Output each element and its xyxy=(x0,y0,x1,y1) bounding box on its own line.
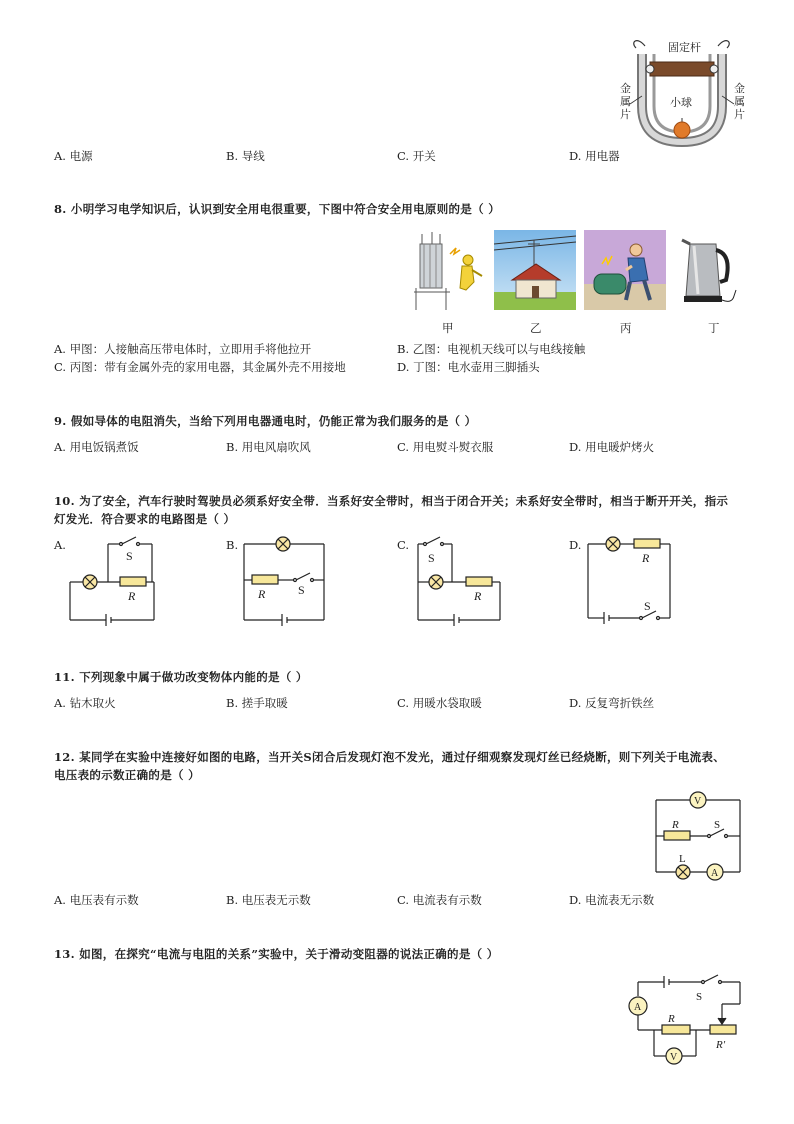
q10-circuit-a[interactable] xyxy=(66,530,162,626)
q7-option-b[interactable]: B. 导线 xyxy=(226,149,265,163)
switch-label: S xyxy=(696,991,703,1003)
q13-circuit-figure xyxy=(624,968,748,1072)
svg-text:属: 属 xyxy=(620,96,631,108)
q12-option-c[interactable]: C. 电流表有示数 xyxy=(397,893,482,907)
q11-option-b[interactable]: B. 搓手取暖 xyxy=(226,696,288,710)
q8-option-a[interactable]: A. 甲图：人接触高压带电体时，立即用手将他拉开 xyxy=(54,342,312,356)
q9-option-c[interactable]: C. 用电熨斗熨衣服 xyxy=(397,440,494,454)
q7-option-d[interactable]: D. 用电器 xyxy=(569,149,620,163)
resistor-r-label: R xyxy=(128,589,136,603)
q9-option-d[interactable]: D. 用电暖炉烤火 xyxy=(569,440,655,454)
q11-option-a[interactable]: A. 钻木取火 xyxy=(54,696,116,710)
svg-text:R: R xyxy=(642,551,650,565)
q10-option-c-label[interactable]: C. xyxy=(397,538,410,552)
caption-bing: 丙 xyxy=(620,321,632,335)
q11-option-c[interactable]: C. 用暖水袋取暖 xyxy=(397,696,482,710)
voltmeter-label: V xyxy=(694,796,702,807)
svg-text:片: 片 xyxy=(620,109,631,121)
q10-circuit-d[interactable] xyxy=(582,530,678,626)
q10-stem-line1: 10. 为了安全，汽车行驶时驾驶员必须系好安全带．当系好安全带时，相当于闭合开关；未系好安全带时，相当于断开开关，指示 xyxy=(54,494,729,508)
q8-option-d[interactable]: D. 丁图：电水壶用三脚插头 xyxy=(397,360,540,374)
ammeter-label: A xyxy=(634,1002,642,1013)
q11-stem: 11. 下列现象中属于做功改变物体内能的是（ ） xyxy=(54,670,308,684)
q12-stem-line1: 12. 某同学在实验中连接好如图的电路，当开关S闭合后发现灯泡不发光，通过仔细观察发现灯丝已经烧断，则下列关于电流表、 xyxy=(54,750,726,764)
q12-circuit-figure xyxy=(650,790,746,886)
svg-text:属: 属 xyxy=(734,96,745,108)
high-voltage-image xyxy=(410,230,485,310)
resistor-label: R xyxy=(672,819,679,831)
q8-stem: 8. 小明学习电学知识后，认识到安全用电很重要，下图中符合安全用电原则的是（ ） xyxy=(54,202,501,216)
svg-text:S: S xyxy=(428,551,435,565)
q11-option-d[interactable]: D. 反复弯折铁丝 xyxy=(569,696,655,710)
svg-text:金: 金 xyxy=(734,83,745,95)
q7-option-c[interactable]: C. 开关 xyxy=(397,149,436,163)
lamp-label: L xyxy=(679,853,686,865)
q12-stem-line2: 电压表的示数正确的是（ ） xyxy=(54,768,200,782)
q12-option-d[interactable]: D. 电流表无示数 xyxy=(569,893,655,907)
caption-yi: 乙 xyxy=(530,321,542,335)
switch-label: S xyxy=(714,819,721,831)
switch-s-label: S xyxy=(126,549,133,563)
q8-option-b[interactable]: B. 乙图：电视机天线可以与电线接触 xyxy=(397,342,586,356)
q10-stem-line2: 灯发光．符合要求的电路图是（ ） xyxy=(54,512,236,526)
svg-text:片: 片 xyxy=(734,109,745,121)
q9-option-a[interactable]: A. 用电饭锅煮饭 xyxy=(54,440,139,454)
svg-text:S: S xyxy=(644,599,651,613)
q7-option-a[interactable]: A. 电源 xyxy=(54,149,93,163)
electric-kettle-image xyxy=(676,234,742,310)
svg-text:S: S xyxy=(298,583,305,597)
q10-option-a-label[interactable]: A. xyxy=(54,538,66,552)
caption-jia: 甲 xyxy=(442,321,454,335)
rheostat-label: R′ xyxy=(716,1039,726,1051)
caption-ding: 丁 xyxy=(708,321,720,335)
ammeter-label: A xyxy=(711,868,719,879)
q8-option-c[interactable]: C. 丙图：带有金属外壳的家用电器，其金属外壳不用接地 xyxy=(54,360,346,374)
voltmeter-label: V xyxy=(670,1052,678,1063)
q9-option-b[interactable]: B. 用电风扇吹风 xyxy=(226,440,311,454)
svg-text:R: R xyxy=(258,587,266,601)
q10-option-d-label[interactable]: D. xyxy=(569,538,582,552)
q9-stem: 9. 假如导体的电阻消失，当给下列用电器通电时，仍能正常为我们服务的是（ ） xyxy=(54,414,477,428)
fixed-rod-label: 固定杆 xyxy=(668,42,701,54)
ball-label: 小球 xyxy=(670,97,692,109)
q10-circuit-c[interactable] xyxy=(412,530,508,626)
q10-option-b-label[interactable]: B. xyxy=(226,538,239,552)
q10-circuit-b[interactable] xyxy=(238,530,334,626)
resistor-label: R xyxy=(668,1013,675,1025)
q12-option-a[interactable]: A. 电压表有示数 xyxy=(54,893,139,907)
q13-stem: 13. 如图，在探究“电流与电阻的关系”实验中，关于滑动变阻器的说法正确的是（ ） xyxy=(54,947,499,961)
tv-antenna-image xyxy=(494,230,576,310)
appliance-shell-image xyxy=(584,230,666,310)
svg-text:金: 金 xyxy=(620,83,631,95)
q12-option-b[interactable]: B. 电压表无示数 xyxy=(226,893,311,907)
svg-text:R: R xyxy=(474,589,482,603)
fixed-rod-metal-strip-figure xyxy=(612,34,752,152)
